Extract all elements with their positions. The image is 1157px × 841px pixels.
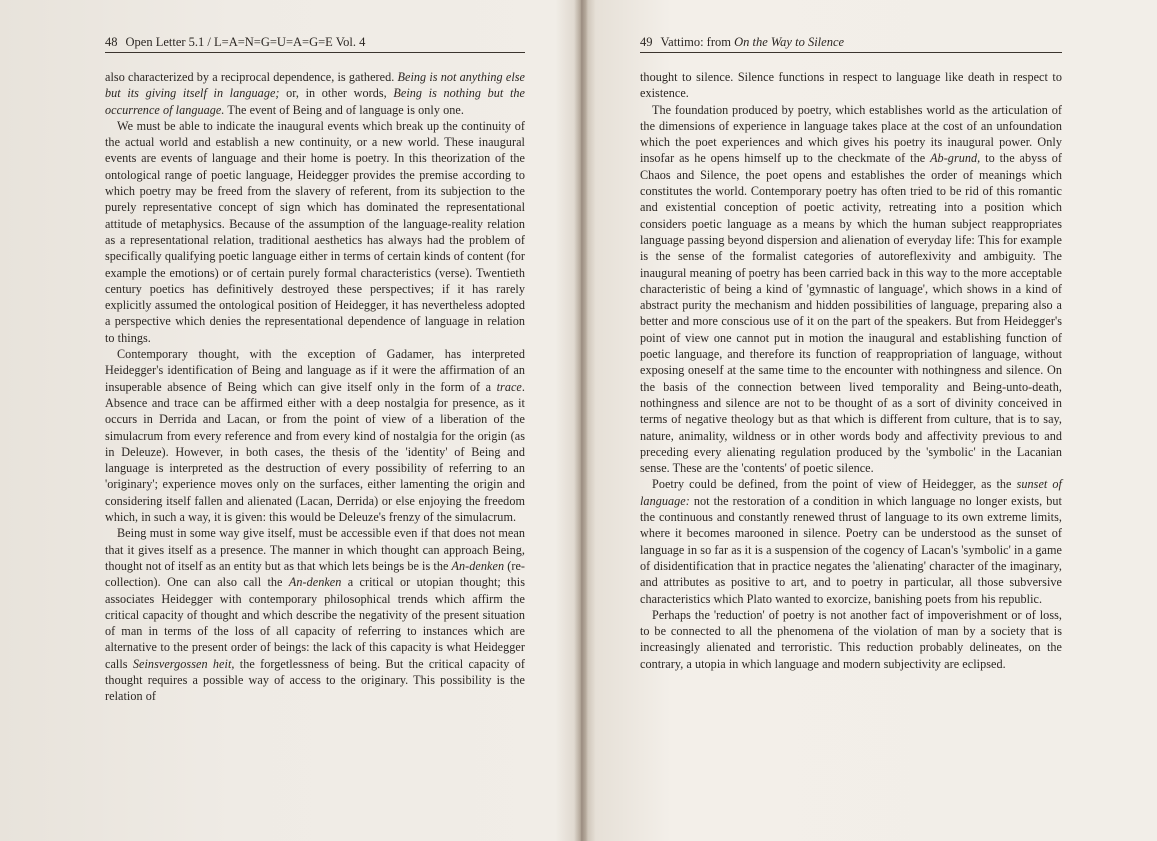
italic-phrase: An-denken xyxy=(288,575,342,590)
italic-phrase: Ab-grund, xyxy=(930,151,981,166)
paragraph: We must be able to indicate the inaugural events which break up the continuity of the actual world and establish a new continuity, or a new world. These inaugural events are events of language and their home is poetry. In this theorization of the ontological range of poetic language, Heidegger provides the premise according to which poetry may be freed from the slavery of referent, from its subjection to the purely representative concept of sign which has dominated the representational attitude of metaphysics. Because of the assumption of the language-reality relation as a representational relation, traditional aesthetics has always had the problem of specifically qualifying poetic language either in terms of certain kinds of content (for example the emotions) or of certain purely formal characteristics (verse). Twentieth century poetics has definitively destroyed these perspectives; if it has rarely explicitly assumed the ontological position of Heidegger, it has nevertheless adopted a perspective which denies the representational dependence of language in relation to things. xyxy=(105,118,525,345)
paragraph: Being must in some way give itself, must be accessible even if that does not mean that it gives itself as a presence. The manner in which thought can approach Being, thought not of itself as an entity but as that which lets beings be is the An-denken (re-collection). One can also call the An-denken a critical or utopian thought; this associates Heidegger with contemporary philosophical trends which affirm the critical capacity of thought and which describe the negativity of the present situation of man in terms of the loss of all capacity of referring to instances which are alternative to the present order of beings: the lack of this capacity is what Heidegger calls Seinsvergossen heit, the forgetlessness of being. But the critical capacity of thought requires a possible way of access to the originary. This possibility is the relation of xyxy=(105,526,526,704)
italic-phrase: An-denken xyxy=(451,558,505,573)
italic-phrase: trace xyxy=(496,379,522,394)
italic-phrase: sunset of language: xyxy=(640,477,1062,508)
paragraph: Perhaps the 'reduction' of poetry is not another fact of impoverishment or of loss, to be connected to all the phenomena of the violation of man by a society that is increasingly alienated and terroristic. This reduction probably delineates, on the contrary, a utopia in which language and modern subjectivity are eclipsed. xyxy=(640,607,1062,671)
left-body-text xyxy=(105,69,525,705)
right-page xyxy=(640,34,1062,672)
right-body-text xyxy=(640,69,1062,672)
left-page-number: 48 xyxy=(105,35,118,49)
book-gutter xyxy=(574,0,588,841)
paragraph: Poetry could be defined, from the point of view of Heidegger, as the sunset of language: not the restoration of a condition in which language no longer exists, but the continuous and constantly renewed thrust of language to its own extreme limits, where it becomes marooned in silence. Poetry can be understood as the sunset of language in so far as it is a suspension of the cogency of Lacan's 'symbolic' in a game of disidentification that in practice negates the 'alienating' character of the imaginary, and attributes as positive to art, and to poetry in particular, all those subversive characteristics which Plato wanted to exorcize, banishing poets from his republic. xyxy=(640,477,1062,606)
right-page-number: 49 xyxy=(640,35,653,49)
right-running-title-prefix: Vattimo: from xyxy=(660,35,735,49)
left-running-title: Open Letter 5.1 / L=A=N=G=U=A=G=E Vol. 4 xyxy=(125,35,366,49)
left-page xyxy=(105,34,525,705)
left-running-head xyxy=(105,34,525,53)
paragraph: thought to silence. Silence functions in respect to language like death in respect to existence. xyxy=(640,70,1062,101)
right-running-title-work: On the Way to Silence xyxy=(734,35,845,49)
paragraph: also characterized by a reciprocal dependence, is gathered. Being is not anything else but its giving itself in language; or, in other words, Being is nothing but the occurrence of language. The event of Being and of language is only one. xyxy=(105,70,526,117)
paragraph: The foundation produced by poetry, which establishes world as the articulation of the dimensions of experience in language takes place at the cost of an unfoundation which the poet experiences and which gives his poetry its inaugural power. Only insofar as he opens himself up to the checkmate of the Ab-grund, to the abyss of Chaos and Silence, the poet opens and establishes the order of meanings which constitutes the world. Contemporary poetry has often tried to be rid of this romantic and existential conception of poetic activity, retreating into a position which considers poetic language as a means by which the human subject reappropriates language passing beyond dispersion and alienation of everyday life: This for example is the sense of the formalist categories of autoreflexivity and ambiguity. The inaugural meaning of poetry has been carried back in this way to the more acceptable characteristic of being a kind of 'gymnastic of language', which shows in a kind of abstract purity the mechanism and hidden possibilities of language, preparing also a better and more conscious use of it on the part of the speakers. But from Heidegger's point of view one cannot put in motion the inaugural and establishing function of poetic language, and therefore its function of reappropriation of language, without exposing oneself at the same time to the encounter with nothingness and silence. On the basis of the connection between lived temporality and Being-unto-death, nothingness and silence are not to be thought of as a sort of divinity conceived in terms of negative theology but as that which is different from culture, that is to say, nature, animality, wildness or in other words body and affectivity previous to and preceding every alienating regulation produced by the 'symbolic' in the Lacanian sense. These are the 'contents' of poetic silence. xyxy=(640,102,1063,476)
right-running-head xyxy=(640,34,1062,53)
italic-phrase: Seinsvergossen heit, xyxy=(132,656,235,671)
italic-phrase: Being is not anything else but its giving itself in language; xyxy=(105,70,526,101)
italic-phrase: Being is nothing but the occurrence of language. xyxy=(105,86,525,117)
paragraph: Contemporary thought, with the exception of Gadamer, has interpreted Heidegger's identification of Being and language as if it were the affirmation of an insuperable absence of Being which can give itself only in the form of a trace. Absence and trace can be affirmed either with a deep nostalgia for presence, as it occurs in Derrida and Lacan, or from the point of view of a liberation of the simulacrum from every reference and from every kind of nostalgia for the origin (as in Deleuze). However, in both cases, the thesis of the 'identity' of Being and language is interpreted as the destruction of every possibility of referring to an 'originary'; experience moves only on the surfaces, either lamenting the origin and considering itself fallen and alienated (Lacan, Derrida) or else enjoying the freedom which, in such a way, it is given: this would be Deleuze's frenzy of the simulacrum. xyxy=(105,347,525,525)
